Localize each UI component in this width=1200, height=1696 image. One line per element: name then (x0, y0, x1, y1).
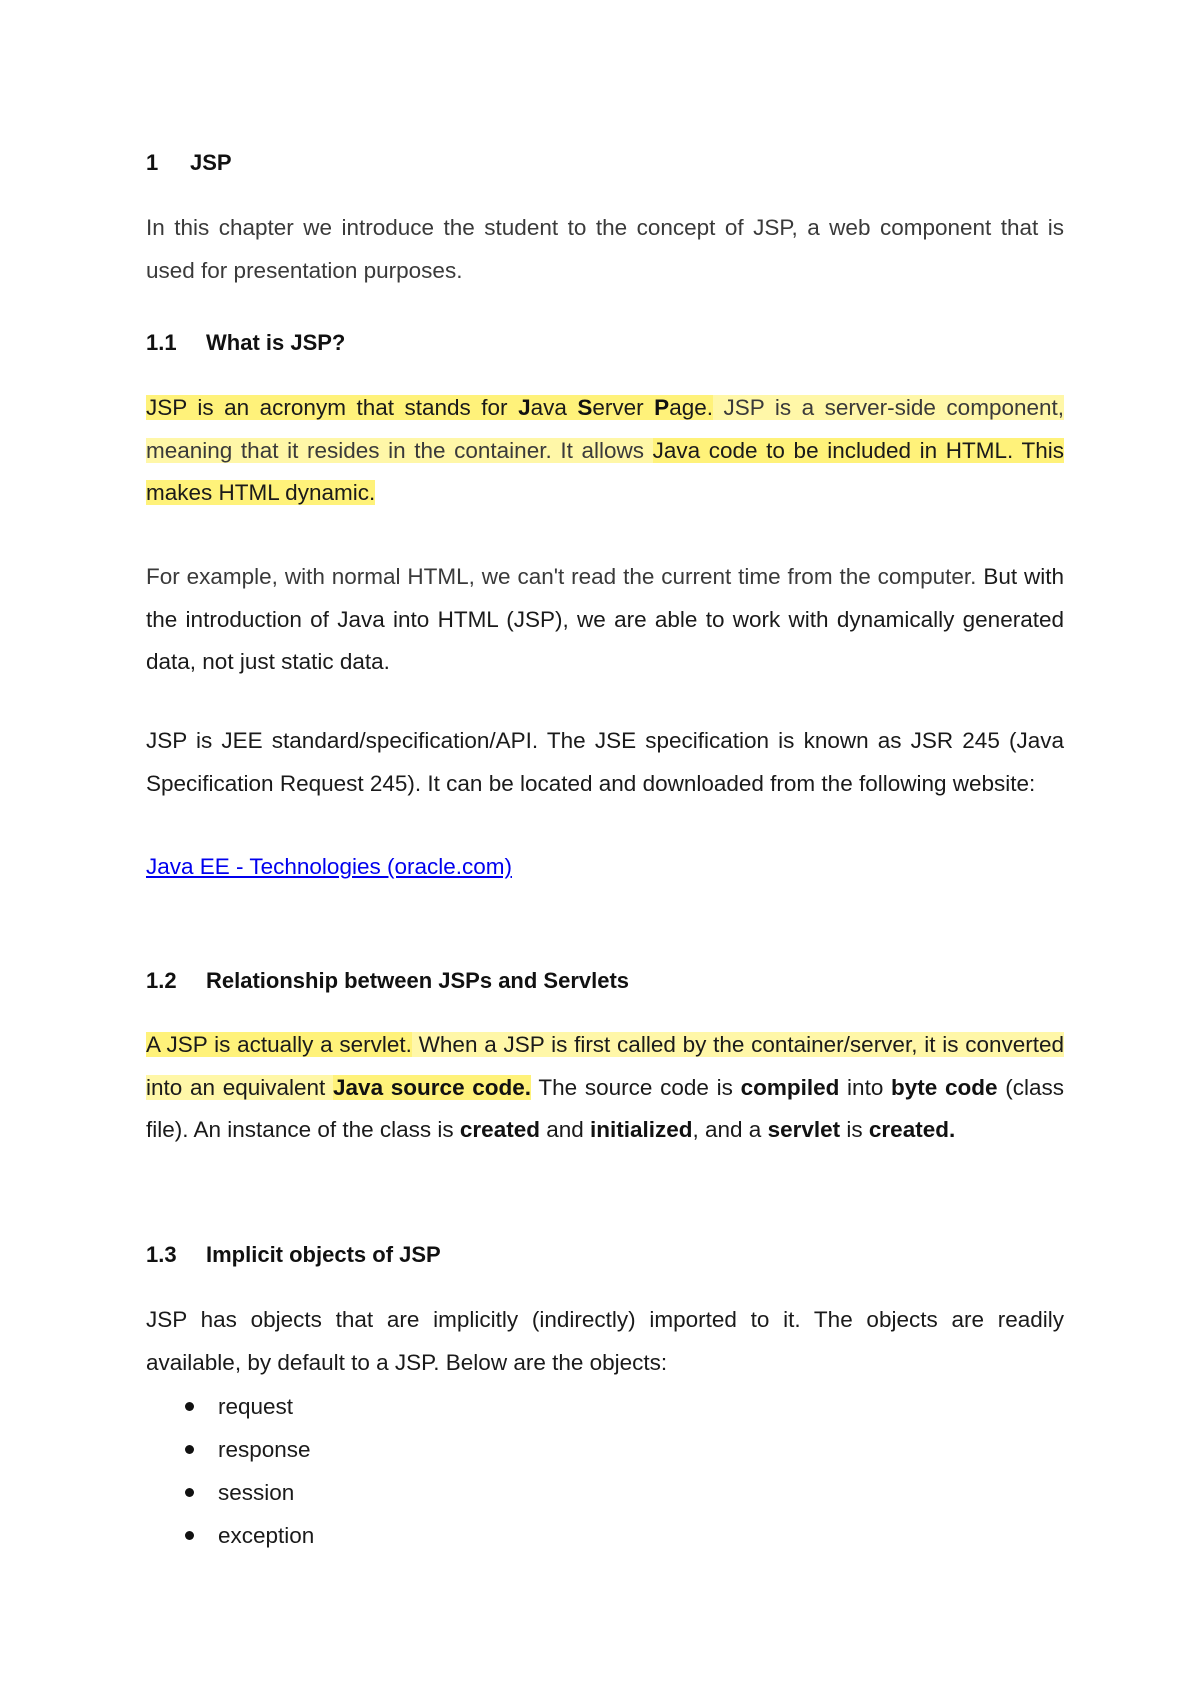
bullet-icon (185, 1531, 194, 1540)
what-is-jsp-paragraph (146, 387, 1064, 515)
bold-letter: P (654, 395, 670, 420)
heading-title: JSP (190, 150, 232, 175)
intro-paragraph: In this chapter we introduce the student to the concept of JSP, a web component that is used for presentation purposes. (146, 215, 1064, 283)
list-item-label: response (218, 1437, 311, 1462)
highlighted-text: Java code to be included in HTML. This makes HTML dynamic. (146, 437, 1064, 505)
bold-text: created (459, 1117, 540, 1142)
bullet-icon (185, 1402, 194, 1411)
text-run: age. (669, 395, 713, 420)
link-line (146, 846, 1064, 889)
bold-highlighted-text: Java source code. (333, 1074, 532, 1100)
heading-number: 1 (146, 150, 159, 175)
highlighted-text: When a JSP is first called by the container/server, it is converted into an equivalent (146, 1032, 1064, 1100)
text-run: erver (592, 395, 655, 420)
highlighted-text: A JSP is actually a servlet. (146, 1032, 412, 1057)
bold-text: servlet (767, 1117, 841, 1142)
heading-number: 1.2 (146, 968, 177, 993)
text-run: But with the introduction of Java into HTML (JSP), we are able to work with dynamically generated data, not just static data. (146, 564, 1064, 674)
list-item (146, 1385, 1064, 1428)
text-run: JSP is an acronym that stands for (146, 395, 519, 420)
bullet-list (146, 1385, 1064, 1557)
heading-1 (146, 150, 1064, 176)
bold-letter: S (577, 395, 593, 420)
list-item (146, 1514, 1064, 1557)
bold-text: compiled (740, 1074, 840, 1100)
highlighted-text (146, 395, 713, 420)
jsr-paragraph: JSP is JEE standard/specification/API. The JSE specification is known as JSR 245 (Java Specification Request 245). It can be located and downloaded from the following website: (146, 728, 1064, 796)
text-run: is (840, 1117, 869, 1142)
text-run: (class file). An instance of the class is (146, 1074, 1065, 1142)
bold-text: initialized (590, 1117, 693, 1142)
bold-letter: J (518, 395, 531, 420)
heading-title: What is JSP? (206, 330, 346, 355)
text-run: For example, with normal HTML, we can't read the current time from the computer. (146, 564, 984, 589)
heading-number: 1.1 (146, 330, 177, 355)
bold-text: created. (868, 1117, 956, 1142)
heading-1-1 (146, 330, 1064, 356)
bold-text: byte code (891, 1074, 998, 1100)
implicit-objects-paragraph: JSP has objects that are implicitly (indirectly) imported to it. The objects are readily available, by default to a JSP. Below are the objects: (146, 1307, 1064, 1375)
heading-1-3 (146, 1242, 1064, 1268)
bullet-icon (185, 1445, 194, 1454)
heading-1-2 (146, 968, 1064, 994)
list-item-label: request (218, 1394, 294, 1419)
relationship-paragraph (146, 1024, 1064, 1152)
oracle-link[interactable]: Java EE - Technologies (oracle.com) (146, 854, 512, 879)
text-run: , and a (692, 1117, 768, 1142)
example-paragraph (146, 556, 1064, 684)
list-item (146, 1428, 1064, 1471)
implicit-objects-list (146, 1385, 1064, 1557)
heading-title: Implicit objects of JSP (206, 1242, 441, 1267)
list-item-label: session (218, 1480, 295, 1505)
list-item (146, 1471, 1064, 1514)
heading-number: 1.3 (146, 1242, 177, 1267)
text-run: The source code is (531, 1074, 741, 1100)
text-run: and (539, 1117, 590, 1142)
bullet-icon (185, 1488, 194, 1497)
heading-title: Relationship between JSPs and Servlets (206, 968, 630, 993)
highlighted-text-gray: JSP is a server-side component, meaning that it resides in the container. It allows (146, 395, 1065, 463)
list-item-label: exception (218, 1523, 315, 1548)
text-run: ava (530, 395, 578, 420)
text-run: into (839, 1074, 892, 1100)
